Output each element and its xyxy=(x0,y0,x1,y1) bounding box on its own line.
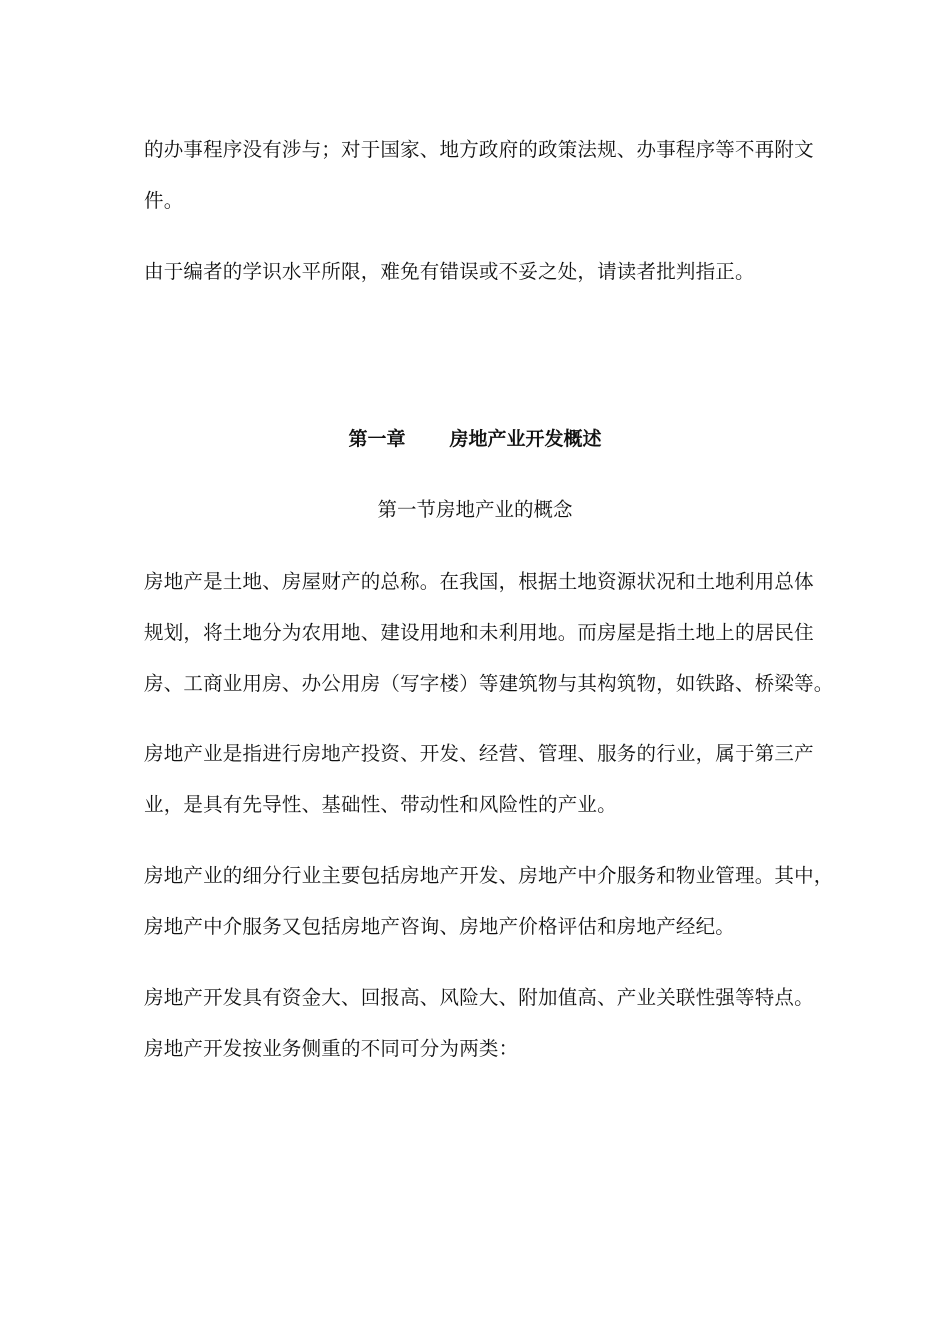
body-paragraph-2-line-1: 房地产业是指进行房地产投资、开发、经营、管理、服务的行业，属于第三产 xyxy=(144,742,814,765)
body-paragraph-3-line-1: 房地产业的细分行业主要包括房地产开发、房地产中介服务和物业管理。其中， xyxy=(144,864,834,887)
chapter-title: 房地产业开发概述 xyxy=(449,428,602,450)
body-paragraph-4-line-2: 房地产开发按业务侧重的不同可分为两类： xyxy=(144,1037,519,1060)
body-paragraph-1-line-1: 房地产是土地、房屋财产的总称。在我国，根据土地资源状况和土地利用总体 xyxy=(144,570,814,593)
body-paragraph-1-line-2: 规划，将土地分为农用地、建设用地和未利用地。而房屋是指土地上的居民住 xyxy=(144,621,814,644)
intro-paragraph-1-line-1: 的办事程序没有涉与；对于国家、地方政府的政策法规、办事程序等不再附文 xyxy=(144,138,814,161)
chapter-heading xyxy=(0,426,950,452)
chapter-number: 第一章 xyxy=(348,428,406,450)
body-paragraph-2-line-2: 业，是具有先导性、基础性、带动性和风险性的产业。 xyxy=(144,793,617,816)
section-heading: 第一节房地产业的概念 xyxy=(377,498,573,521)
intro-paragraph-2: 由于编者的学识水平所限，难免有错误或不妥之处，请读者批判指正。 xyxy=(144,260,755,283)
intro-paragraph-1-line-2: 件。 xyxy=(144,189,184,212)
body-paragraph-4-line-1: 房地产开发具有资金大、回报高、风险大、附加值高、产业关联性强等特点。 xyxy=(144,986,814,1009)
body-paragraph-1-line-3: 房、工商业用房、办公用房（写字楼）等建筑物与其构筑物，如铁路、桥梁等。 xyxy=(144,672,834,695)
body-paragraph-3-line-2: 房地产中介服务又包括房地产咨询、房地产价格评估和房地产经纪。 xyxy=(144,915,736,938)
